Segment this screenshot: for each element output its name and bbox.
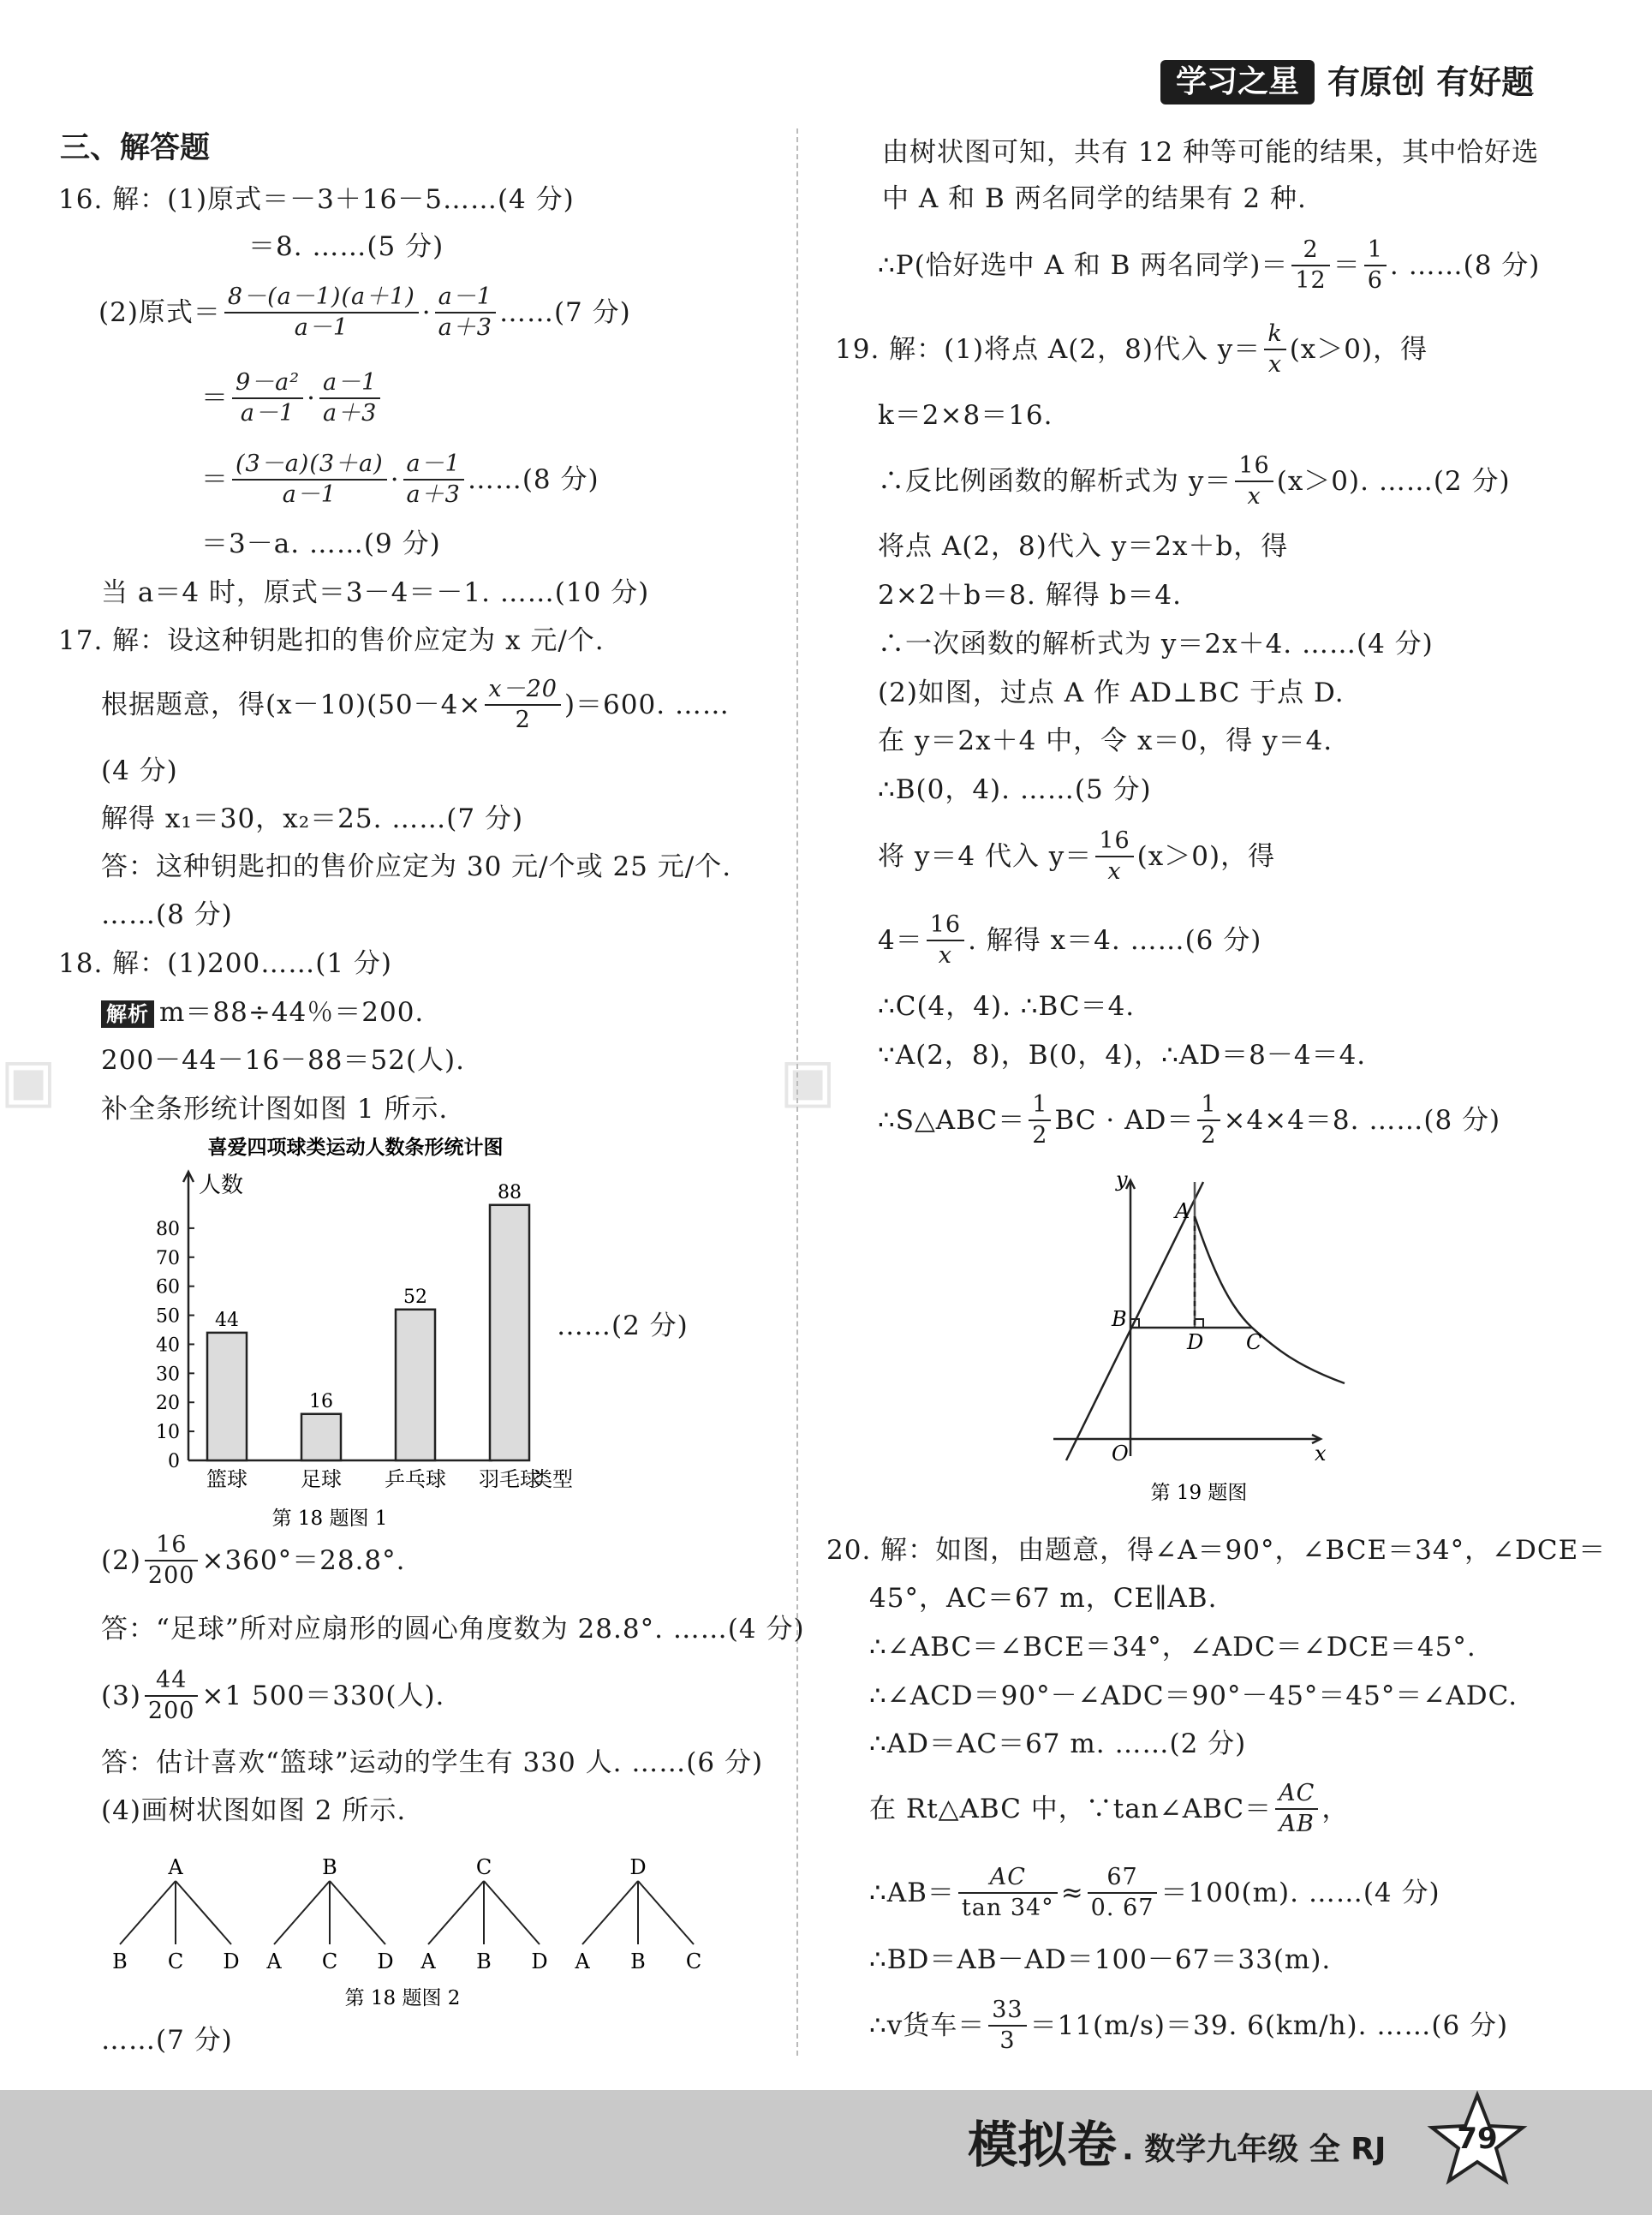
q17-line6: ……(8 分)	[101, 899, 233, 930]
denominator: 200	[147, 1562, 195, 1589]
denominator: x	[938, 942, 953, 969]
q20-line6	[869, 1775, 1349, 1843]
q20-line3: ∴∠ABC＝∠BCE＝34°，∠ADC＝∠DCE＝45°.	[869, 1632, 1476, 1663]
category-label: 篮球	[206, 1467, 248, 1491]
text: ＝11(m/s)＝39. 6(km/h). ……(6 分)	[1029, 2010, 1509, 2041]
fraction	[1235, 451, 1273, 511]
text: ≈	[1060, 1878, 1084, 1908]
right-angle-d	[1195, 1319, 1203, 1328]
denominator: 2	[515, 706, 531, 733]
fraction	[435, 283, 496, 343]
y-tick-label: 40	[156, 1334, 180, 1357]
q19-line7: (2)如图，过点 A 作 AD⊥BC 于点 D.	[878, 678, 1345, 708]
numerator: a－1	[403, 450, 464, 481]
q20-line1: 20. 解：如图，由题意，得∠A＝90°，∠BCE＝34°，∠DCE＝	[826, 1535, 1607, 1566]
tree-root: C	[475, 1855, 492, 1879]
q16-line1: 16. 解：(1)原式＝－3＋16－5……(4 分)	[58, 184, 575, 215]
q18-line6: 答：“足球”所对应扇形的圆心角度数为 28.8°. ……(4 分)	[101, 1614, 805, 1645]
q18-line3: 200－44－16－88＝52(人).	[101, 1045, 465, 1076]
footer-subtitle: . 数学九年级 全 RJ	[1122, 2132, 1387, 2167]
fraction	[232, 368, 303, 428]
tree-root: B	[322, 1855, 337, 1879]
tree-leaf: C	[321, 1949, 338, 1973]
y-tick-label: 70	[156, 1247, 180, 1269]
text: ·	[390, 464, 400, 495]
numerator: 16	[927, 910, 964, 941]
q19-caption: 第 19 题图	[1150, 1482, 1248, 1504]
bar	[490, 1205, 529, 1460]
text: ＝100(m). ……(4 分)	[1160, 1878, 1440, 1908]
q19-line4: 将点 A(2，8)代入 y＝2x＋b，得	[878, 531, 1289, 562]
y-tick-label: 80	[156, 1218, 180, 1240]
bar-value-label: 44	[215, 1309, 239, 1331]
numerator: k	[1264, 319, 1285, 350]
q19-line14	[878, 1086, 1500, 1155]
tree-branch	[428, 1881, 484, 1944]
q17-line5: 答：这种钥匙扣的售价应定为 30 元/个或 25 元/个.	[101, 851, 732, 882]
bar-value-label: 52	[403, 1286, 427, 1308]
denominator: tan 34°	[961, 1895, 1054, 1921]
numerator: 2	[1291, 236, 1329, 266]
text: . 解得 x＝4. ……(6 分)	[968, 925, 1262, 956]
tree-root: A	[168, 1855, 183, 1879]
bar-value-label: 88	[498, 1181, 522, 1203]
numerator: 1	[1364, 236, 1387, 266]
text: ∴v货车＝	[869, 2010, 986, 2041]
numerator: a－1	[319, 368, 380, 399]
q17-line3: (4 分)	[101, 755, 178, 786]
text: 将 y＝4 代入 y＝	[878, 841, 1093, 872]
denominator: a－1	[294, 314, 349, 341]
bar	[301, 1414, 341, 1460]
text: ＝	[201, 464, 229, 495]
numerator: a－1	[435, 283, 496, 313]
watermark: ▣	[0, 1045, 57, 1115]
tree-leaf: D	[223, 1949, 240, 1973]
tree-leaf: C	[167, 1949, 184, 1973]
text: ……(7 分)	[498, 297, 631, 328]
denominator: 200	[147, 1698, 195, 1724]
numerator: 33	[988, 1996, 1026, 2027]
line-ab	[1066, 1182, 1203, 1460]
text: (x＞0). ……(2 分)	[1276, 466, 1511, 497]
text: ……(8 分)	[467, 464, 599, 495]
q19-line2: k＝2×8＝16.	[878, 400, 1053, 431]
q16-line6: ＝3－a. ……(9 分)	[201, 528, 441, 559]
text: ×360°＝28.8°.	[201, 1545, 406, 1576]
q17-line1: 17. 解：设这种钥匙扣的售价应定为 x 元/个.	[58, 625, 605, 656]
q18-right2: 中 A 和 B 两名同学的结果有 2 种.	[882, 183, 1307, 214]
x-axis-label: 类型	[532, 1467, 573, 1491]
q20-line8: ∴BD＝AB－AD＝100－67＝33(m).	[869, 1944, 1332, 1975]
tree-branch	[274, 1881, 330, 1944]
bar-value-label: 16	[309, 1390, 333, 1412]
numerator: 16	[145, 1531, 199, 1561]
tree-leaf: D	[377, 1949, 394, 1973]
tree-branch	[176, 1881, 231, 1944]
tree-branch	[638, 1881, 694, 1944]
header-slogan: 有原创 有好题	[1327, 63, 1535, 101]
fraction	[1364, 236, 1387, 296]
denominator: x	[1107, 858, 1122, 885]
tree-branch	[484, 1881, 540, 1944]
tree-leaf: A	[575, 1949, 590, 1973]
denominator: AB	[1279, 1811, 1315, 1837]
q18-line10: ……(7 分)	[101, 2025, 233, 2056]
text: ＝	[1333, 250, 1361, 281]
text: ·	[421, 297, 432, 328]
q18-line5	[101, 1526, 406, 1595]
text: ∴AB＝	[869, 1878, 955, 1908]
q19-line13: ∵A(2，8)，B(0，4)，∴AD＝8－4＝4.	[878, 1040, 1367, 1071]
tree-caption: 第 18 题图 2	[344, 1987, 461, 2009]
brand-logo: 学习之星	[1160, 60, 1315, 104]
label-x: x	[1315, 1442, 1327, 1466]
analysis-tag: 解析	[101, 1000, 154, 1028]
numerator: 1	[1029, 1090, 1051, 1121]
numerator: 1	[1197, 1090, 1220, 1121]
denominator: a＋3	[322, 400, 378, 427]
q19-line10	[878, 822, 1275, 891]
numerator: 16	[1095, 827, 1133, 857]
q16-line2: ＝8. ……(5 分)	[248, 231, 444, 262]
tree-leaf: B	[112, 1949, 128, 1973]
tree-root: D	[629, 1855, 647, 1879]
page-number: 79	[1457, 2122, 1498, 2156]
text: BC · AD＝	[1054, 1105, 1195, 1136]
chart-caption: 第 18 题图 1	[271, 1508, 388, 1530]
text: ∴S△ABC＝	[878, 1105, 1026, 1136]
numerator: AC	[1275, 1779, 1318, 1810]
footer-title: 模拟卷	[968, 2116, 1118, 2174]
tree-branch	[330, 1881, 385, 1944]
label-a: A	[1175, 1199, 1190, 1223]
text: . ……(8 分)	[1389, 250, 1541, 281]
fraction	[403, 450, 464, 510]
q18-line8: 答：估计喜欢“篮球”运动的学生有 330 人. ……(6 分)	[101, 1747, 764, 1778]
text: 在 Rt△ABC 中，∵tan∠ABC＝	[869, 1794, 1273, 1824]
text: m＝88÷44％＝200.	[159, 997, 425, 1028]
y-tick-label: 50	[156, 1305, 180, 1328]
tree-diagram	[94, 1850, 728, 2021]
y-tick-label: 60	[156, 1276, 180, 1299]
q20-line5: ∴AD＝AC＝67 m. ……(2 分)	[869, 1728, 1247, 1759]
category-label: 羽毛球	[479, 1467, 540, 1491]
denominator: a－1	[282, 481, 337, 508]
q20-line2: 45°，AC＝67 m，CE∥AB.	[869, 1583, 1218, 1614]
bar	[207, 1333, 247, 1460]
fraction	[1029, 1090, 1051, 1150]
q18-line9: (4)画树状图如图 2 所示.	[101, 1795, 407, 1826]
tree-branch	[582, 1881, 638, 1944]
hyperbola	[1195, 1216, 1345, 1383]
numerator: 16	[1235, 451, 1273, 482]
denominator: x	[1247, 483, 1261, 510]
q18-line4: 补全条形统计图如图 1 所示.	[101, 1094, 449, 1125]
q16-line3	[98, 278, 631, 347]
q18-line2	[101, 995, 424, 1030]
fraction	[927, 910, 964, 970]
y-tick-label: 30	[156, 1364, 180, 1386]
q19-line5: 2×2＋b＝8. 解得 b＝4.	[878, 580, 1182, 611]
denominator: a－1	[240, 400, 295, 427]
text: ∴反比例函数的解析式为 y＝	[878, 466, 1232, 497]
q19-line6: ∴一次函数的解析式为 y＝2x＋4. ……(4 分)	[878, 629, 1434, 660]
category-label: 足球	[301, 1467, 342, 1491]
q19-line11	[878, 906, 1261, 975]
q19-line9: ∴B(0，4). ……(5 分)	[878, 774, 1152, 805]
fraction	[1088, 1863, 1158, 1923]
fraction	[988, 1996, 1026, 2056]
numerator: x－20	[485, 675, 561, 706]
text: )＝600. ……	[564, 689, 730, 720]
text: (3)	[101, 1681, 141, 1711]
chart-title: 喜爱四项球类运动人数条形统计图	[207, 1136, 504, 1159]
numerator: AC	[958, 1863, 1058, 1894]
text: ，	[1321, 1794, 1350, 1824]
q18-line7	[101, 1662, 444, 1730]
label-c: C	[1246, 1330, 1262, 1354]
denominator: x	[1267, 351, 1283, 378]
numerator: 44	[145, 1666, 199, 1697]
denominator: 12	[1295, 267, 1327, 294]
text: (2)	[101, 1545, 141, 1576]
denominator: a＋3	[438, 314, 492, 341]
q18-chart-score: ……(2 分)	[557, 1310, 689, 1341]
fraction	[1264, 319, 1285, 379]
denominator: a＋3	[406, 481, 461, 508]
chart-bars	[206, 1182, 540, 1491]
numerator: (3－a)(3＋a)	[232, 450, 387, 481]
text: ∴P(恰好选中 A 和 B 两名同学)＝	[878, 250, 1289, 281]
denominator: 6	[1367, 267, 1383, 294]
numerator: 9－a²	[232, 368, 303, 399]
q19-line1	[835, 315, 1428, 384]
fraction	[232, 450, 387, 510]
fraction	[485, 675, 561, 735]
text: ×4×4＝8. ……(8 分)	[1223, 1105, 1501, 1136]
bar	[396, 1310, 435, 1460]
fraction	[145, 1666, 199, 1726]
text: 19. 解：(1)将点 A(2，8)代入 y＝	[835, 334, 1261, 365]
q18-line1: 18. 解：(1)200……(1 分)	[58, 948, 393, 979]
text: ·	[307, 383, 316, 414]
text: 4＝	[878, 925, 923, 956]
fraction	[224, 283, 419, 343]
q19-line3	[878, 447, 1511, 516]
watermark: ▣	[779, 1045, 837, 1115]
fraction	[1291, 236, 1329, 296]
denominator: 3	[999, 2027, 1016, 2054]
q20-line7	[869, 1859, 1440, 1927]
numerator: 67	[1088, 1863, 1158, 1894]
denominator: 2	[1201, 1122, 1217, 1149]
fraction	[145, 1531, 199, 1591]
y-tick-label: 10	[156, 1422, 180, 1444]
fraction	[958, 1863, 1058, 1923]
q17-line4: 解得 x₁＝30，x₂＝25. ……(7 分)	[101, 803, 524, 834]
text: ×1 500＝330(人).	[201, 1681, 445, 1711]
tree-branch	[120, 1881, 176, 1944]
text: (x＞0)，得	[1289, 334, 1428, 365]
fraction	[1197, 1090, 1220, 1150]
footer-band	[0, 2090, 1652, 2215]
text: (x＞0)，得	[1136, 841, 1276, 872]
fraction	[319, 368, 380, 428]
tree-leaf: B	[476, 1949, 492, 1973]
q16-line4	[201, 364, 384, 433]
tree-leaf: B	[630, 1949, 646, 1973]
fraction	[1275, 1779, 1318, 1839]
numerator: 8－(a－1)(a＋1)	[224, 283, 419, 313]
y-axis-label: 人数	[199, 1173, 244, 1198]
denominator: 2	[1032, 1122, 1048, 1149]
column-divider	[796, 128, 798, 2056]
y-tick-label: 20	[156, 1393, 180, 1415]
q20-line4: ∴∠ACD＝90°－∠ADC＝90°－45°＝45°＝∠ADC.	[869, 1681, 1518, 1711]
q19-figure	[1036, 1165, 1362, 1516]
denominator: 0. 67	[1090, 1895, 1154, 1921]
q17-line2	[101, 672, 730, 737]
q20-line9	[869, 1991, 1508, 2060]
label-d: D	[1187, 1330, 1204, 1354]
tree-leaf: A	[266, 1949, 282, 1973]
q18-right3	[878, 231, 1540, 300]
q18-right1: 由树状图可知，共有 12 种等可能的结果，其中恰好选	[882, 137, 1540, 168]
tree-leaf: C	[685, 1949, 702, 1973]
q16-line5	[201, 445, 599, 514]
text: (2)原式＝	[98, 297, 221, 328]
bar-chart	[120, 1131, 599, 1530]
y-tick-label: 0	[168, 1451, 180, 1472]
label-o: O	[1112, 1442, 1129, 1466]
category-label: 乒乓球	[385, 1467, 446, 1491]
q19-line12: ∴C(4，4). ∴BC＝4.	[878, 991, 1136, 1022]
label-y: y	[1116, 1167, 1128, 1191]
q16-line7: 当 a＝4 时，原式＝3－4＝－1. ……(10 分)	[101, 577, 650, 608]
text: ＝	[201, 383, 229, 414]
tree-leaf: A	[420, 1949, 436, 1973]
fraction	[1095, 827, 1133, 887]
tree-leaf: D	[531, 1949, 548, 1973]
label-b: B	[1112, 1307, 1127, 1331]
q19-line8: 在 y＝2x＋4 中，令 x＝0，得 y＝4.	[878, 725, 1333, 756]
section-title: 三、解答题	[60, 131, 211, 165]
text: 根据题意，得(x－10)(50－4×	[101, 689, 482, 720]
